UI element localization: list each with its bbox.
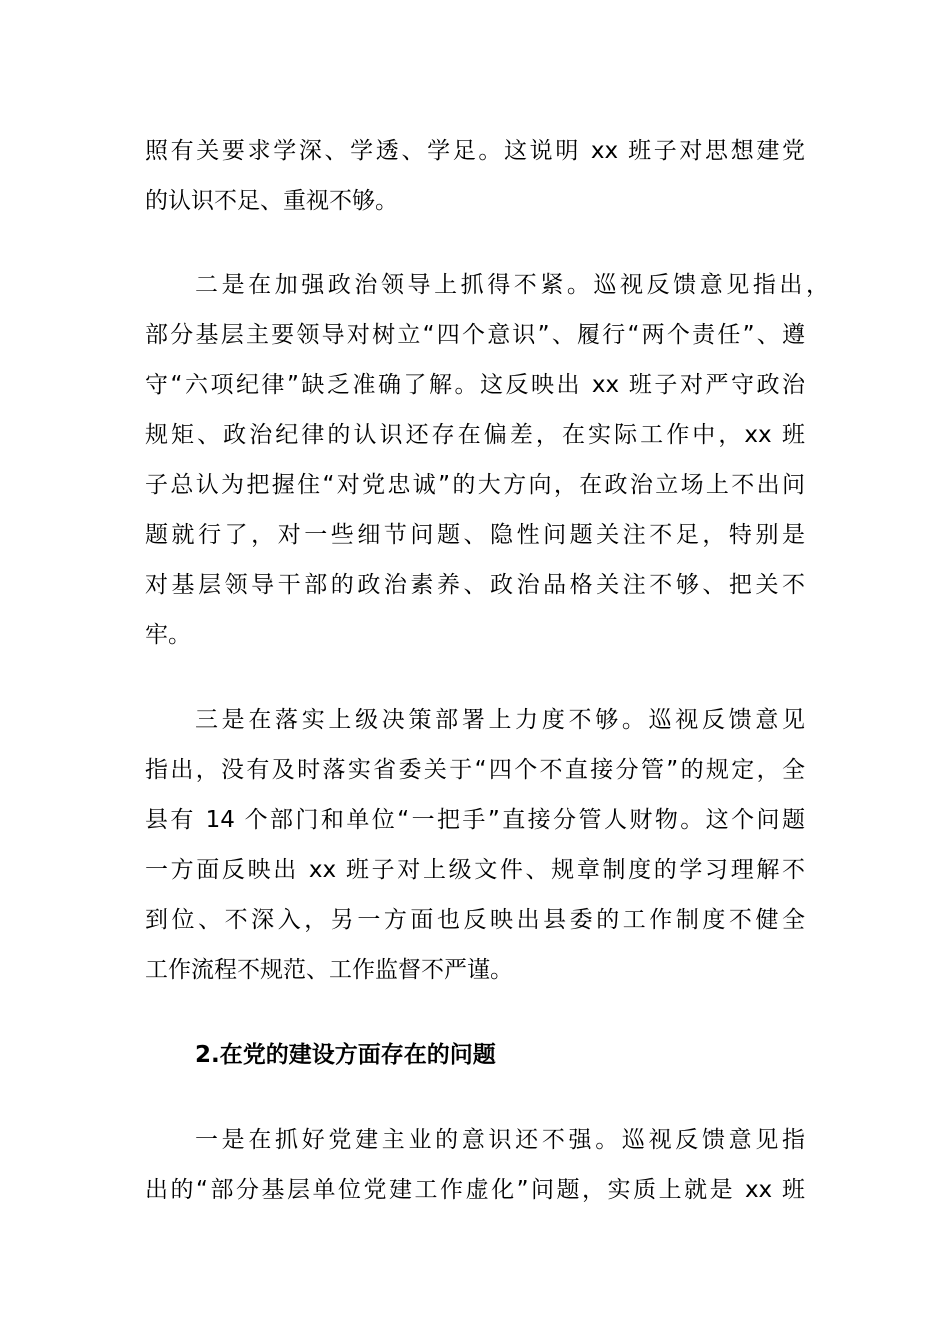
text-line: 规矩、政治纪律的认识还存在偏差，在实际工作中，xx 班: [145, 422, 805, 448]
text-line: 县有 14 个部门和单位“一把手”直接分管人财物。这个问题: [145, 807, 805, 833]
text-line: 对基层领导干部的政治素养、政治品格关注不够、把关不: [145, 572, 805, 598]
text-line: 到位、不深入，另一方面也反映出县委的工作制度不健全: [145, 907, 805, 933]
text-line: 一方面反映出 xx 班子对上级文件、规章制度的学习理解不: [145, 857, 805, 883]
text-line: 出的“部分基层单位党建工作虚化”问题，实质上就是 xx 班: [145, 1177, 805, 1203]
text-line: 子总认为把握住“对党忠诚”的大方向，在政治立场上不出问: [145, 472, 805, 498]
text-line: 的认识不足、重视不够。: [145, 188, 398, 214]
text-line: 题就行了，对一些细节问题、隐性问题关注不足，特别是: [145, 522, 805, 548]
text-line: 指出，没有及时落实省委关于“四个不直接分管”的规定，全: [145, 757, 805, 783]
paragraph-first-line: 三是在落实上级决策部署上力度不够。巡视反馈意见: [195, 707, 805, 733]
text-line: 照有关要求学深、学透、学足。这说明 xx 班子对思想建党: [145, 138, 805, 164]
paragraph-first-line: 一是在抓好党建主业的意识还不强。巡视反馈意见指: [195, 1127, 805, 1153]
text-line: 牢。: [145, 622, 191, 648]
section-heading: 2.在党的建设方面存在的问题: [195, 1042, 496, 1068]
text-line: 守“六项纪律”缺乏准确了解。这反映出 xx 班子对严守政治: [145, 372, 805, 398]
text-line: 工作流程不规范、工作监督不严谨。: [145, 957, 513, 983]
paragraph-first-line: 二是在加强政治领导上抓得不紧。巡视反馈意见指出，: [195, 272, 829, 298]
text-line: 部分基层主要领导对树立“四个意识”、履行“两个责任”、遵: [145, 322, 805, 348]
